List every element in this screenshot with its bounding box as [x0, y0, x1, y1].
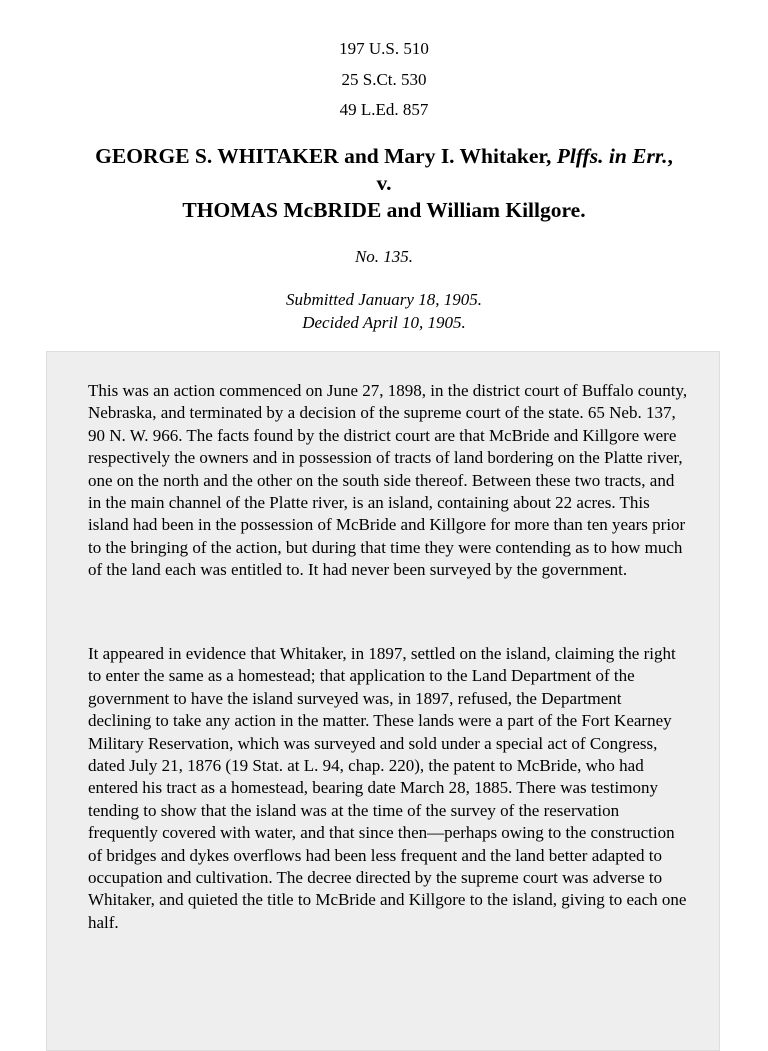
- plaintiffs-line: [0, 143, 768, 170]
- defendants-line: THOMAS McBRIDE and William Killgore.: [182, 198, 586, 222]
- citation-us-reports: 197 U.S. 510: [339, 39, 429, 58]
- syllabus-paragraph-1: This was an action commenced on June 27, 1898, in the district court of Buffalo county, Nebraska, and terminated by a decision of the supreme court of the state. 65 Neb. 137, 90 N. W. 966. The facts found by the district court are that McBride and Killgore were respectively the owners and in possession of tracts of land bordering on the Platte river, one on the north and the other on the south side thereof. Between these two tracts, and in the main channel of the Platte river, is an island, containing about 22 acres. This island had been in the possession of McBride and Killgore for more than ten years prior to the bringing of the action, but during that time they were contending as to how much of the land each was entitled to. It had never been surveyed by the government.: [88, 381, 688, 580]
- citation-block: [0, 34, 768, 126]
- syllabus-box: [46, 351, 720, 1051]
- plaintiffs-comma: ,: [667, 144, 673, 168]
- submitted-date: Submitted January 18, 1905.: [286, 290, 482, 309]
- plaintiffs-names: GEORGE S. WHITAKER and Mary I. Whitaker,: [95, 144, 557, 168]
- plaintiffs-role: Plffs. in Err.: [556, 144, 668, 168]
- citation-lawyers-edition: 49 L.Ed. 857: [339, 100, 429, 119]
- citation-supreme-court-reporter: 25 S.Ct. 530: [341, 69, 427, 89]
- docket-number: No. 135.: [354, 247, 414, 266]
- syllabus-paragraph-2: It appeared in evidence that Whitaker, in 1897, settled on the island, claiming the right to enter the same as a homestead; that application to the Land Department of the government to have the island surveyed was, in 1897, refused, the Department declining to take any action in the matter. These lands were a part of the Fort Kearney Military Reservation, which was surveyed and sold under a special act of Congress, dated July 21, 1876 (19 Stat. at L. 94, chap. 220), the patent to McBride, who had entered his tract as a homestead, bearing date March 28, 1885. There was testimony tending to show that the island was at the time of the survey of the reservation frequently covered with water, and that since then—perhaps owing to the construction of bridges and dykes overflows had been less frequent and the land better adapted to occupation and cultivation. The decree directed by the supreme court was adverse to Whitaker, and quieted the title to McBride and Killgore to the island, giving to each one half.: [88, 644, 687, 932]
- decided-date: Decided April 10, 1905.: [302, 312, 466, 332]
- versus-label: v.: [376, 171, 392, 195]
- case-caption: [0, 143, 768, 224]
- case-dates: [0, 289, 768, 334]
